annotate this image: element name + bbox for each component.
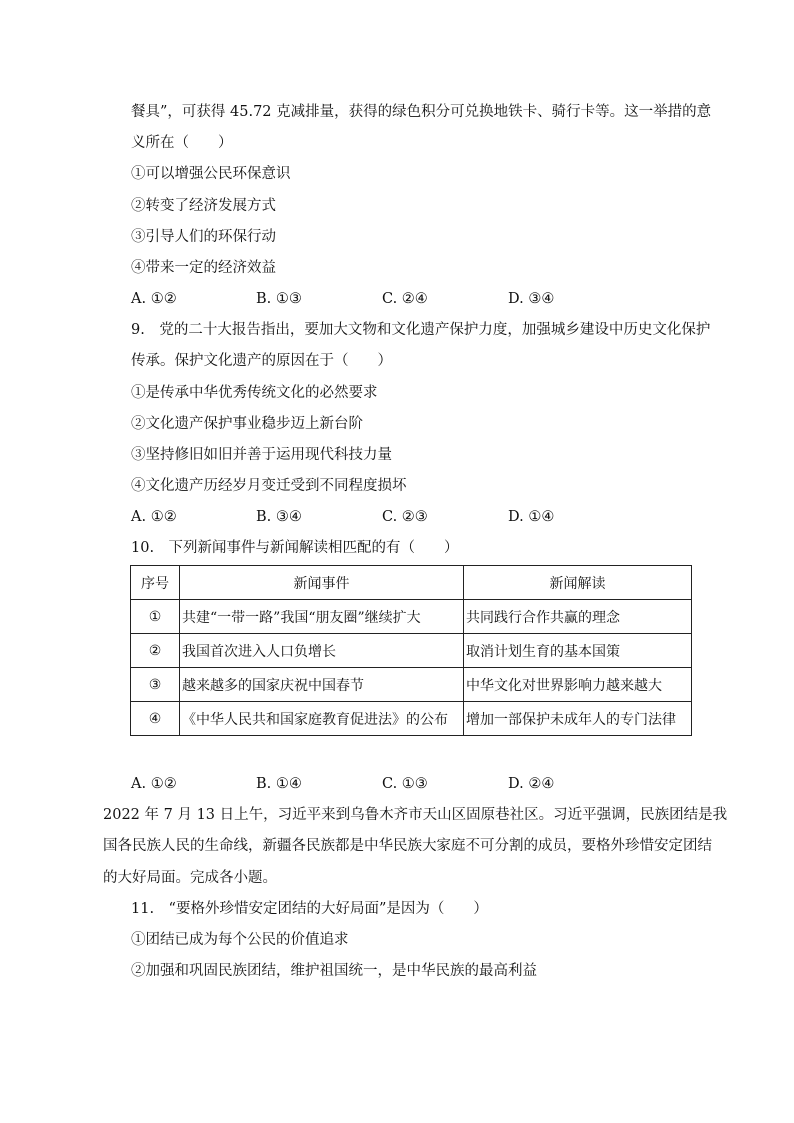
- row-interpretation: 中华文化对世界影响力越来越大: [464, 668, 692, 702]
- table-row: [131, 634, 692, 668]
- row-index: ①: [131, 600, 180, 634]
- q9-option-a: A. ①②: [131, 509, 177, 525]
- row-interpretation: 增加一部保护未成年人的专门法律: [464, 702, 692, 736]
- q11-item-2: ②加强和巩固民族团结，维护祖国统一，是中华民族的最高利益: [131, 963, 537, 979]
- header-index: 序号: [131, 566, 180, 600]
- q8-option-d: D. ③④: [508, 291, 555, 307]
- q11-item-1: ①团结已成为每个公民的价值追求: [131, 932, 349, 948]
- row-event: 我国首次进入人口负增长: [180, 634, 464, 668]
- q8-stem-line2: 义所在（ ）: [131, 135, 233, 151]
- q9-item-2: ②文化遗产保护事业稳步迈上新台阶: [131, 416, 363, 432]
- row-event: 《中华人民共和国家庭教育促进法》的公布: [180, 702, 464, 736]
- q8-item-3: ③引导人们的环保行动: [131, 229, 276, 245]
- row-interpretation: 取消计划生育的基本国策: [464, 634, 692, 668]
- q9-item-4: ④文化遗产历经岁月变迁受到不同程度损坏: [131, 478, 407, 494]
- material-line3: 的大好局面。完成各小题。: [103, 870, 277, 886]
- q8-item-2: ②转变了经济发展方式: [131, 198, 276, 214]
- q8-option-b: B. ①③: [256, 291, 302, 307]
- table-row: [131, 668, 692, 702]
- q9-item-1: ①是传承中华优秀传统文化的必然要求: [131, 385, 378, 401]
- q8-item-4: ④带来一定的经济效益: [131, 260, 276, 276]
- q9-item-3: ③坚持修旧如旧并善于运用现代科技力量: [131, 447, 392, 463]
- material-line1: 2022 年 7 月 13 日上午，习近平来到乌鲁木齐市天山区固原巷社区。习近平强调，民族团结是我: [103, 807, 728, 823]
- material-line2: 国各民族人民的生命线，新疆各民族都是中华民族大家庭不可分割的成员，要格外珍惜安定团结: [103, 838, 712, 854]
- row-event: 越来越多的国家庆祝中国春节: [180, 668, 464, 702]
- q9-stem-line1: 9. 党的二十大报告指出，要加大文物和文化遗产保护力度，加强城乡建设中历史文化保护: [131, 322, 711, 338]
- row-index: ②: [131, 634, 180, 668]
- q8-option-c: C. ②④: [382, 291, 428, 307]
- table-row: [131, 702, 692, 736]
- q10-option-c: C. ①③: [382, 776, 428, 792]
- q9-option-b: B. ③④: [256, 509, 302, 525]
- row-event: 共建“一带一路”我国“朋友圈”继续扩大: [180, 600, 464, 634]
- row-index: ④: [131, 702, 180, 736]
- q11-stem: 11. “要格外珍惜安定团结的大好局面”是因为（ ）: [131, 901, 488, 917]
- row-index: ③: [131, 668, 180, 702]
- q8-item-1: ①可以增强公民环保意识: [131, 166, 291, 182]
- q10-option-b: B. ①④: [256, 776, 302, 792]
- news-table: [130, 565, 692, 736]
- header-news-event: 新闻事件: [180, 566, 464, 600]
- q10-stem: 10. 下列新闻事件与新闻解读相匹配的有（ ）: [131, 540, 459, 556]
- q9-stem-line2: 传承。保护文化遗产的原因在于（ ）: [131, 353, 392, 369]
- q10-option-a: A. ①②: [131, 776, 177, 792]
- q8-option-a: A. ①②: [131, 291, 177, 307]
- q8-stem-line1: 餐具”，可获得 45.72 克减排量，获得的绿色积分可兑换地铁卡、骑行卡等。这一举措的意: [131, 104, 712, 120]
- table-row: [131, 600, 692, 634]
- q10-option-d: D. ②④: [508, 776, 555, 792]
- header-news-interpretation: 新闻解读: [464, 566, 692, 600]
- q9-option-c: C. ②③: [382, 509, 428, 525]
- news-table-header-row: [131, 566, 692, 600]
- q9-option-d: D. ①④: [508, 509, 555, 525]
- row-interpretation: 共同践行合作共赢的理念: [464, 600, 692, 634]
